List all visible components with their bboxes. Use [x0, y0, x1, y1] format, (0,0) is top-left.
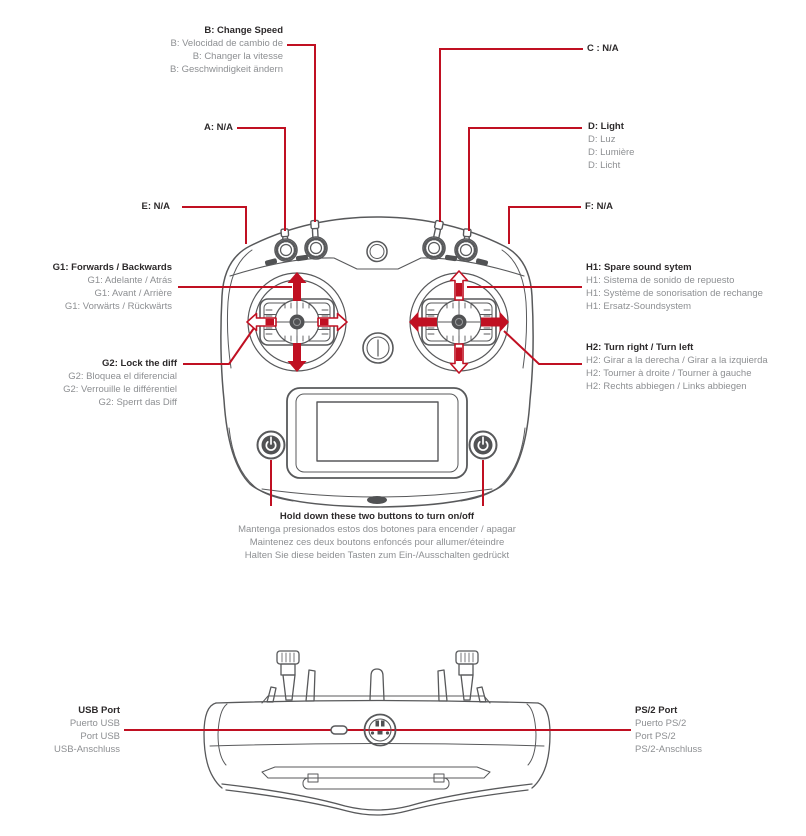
- callout-d-line: D: Licht: [588, 159, 621, 171]
- callout-ps2-line: PS/2-Anschluss: [635, 743, 703, 755]
- callout-f-title: F: N/A: [585, 201, 613, 212]
- callout-b-line: B: Geschwindigkeit ändern: [169, 63, 283, 75]
- callout-c-title: C : N/A: [587, 43, 619, 54]
- leader-line-f: [509, 207, 581, 244]
- panel-marks: [265, 255, 489, 266]
- stick-top-left: [277, 651, 299, 700]
- callout-h1-line: H1: Système de sonorisation de rechange: [586, 287, 763, 299]
- callout-g2: [63, 358, 177, 410]
- callout-h2-line: H2: Tourner à droite / Tourner à gauche: [586, 367, 752, 379]
- callout-g1: [53, 262, 172, 314]
- callout-h2: [586, 342, 768, 394]
- callout-e: [142, 201, 171, 214]
- switch-c-icon: [423, 220, 445, 259]
- callout-b-title: B: Change Speed: [204, 25, 283, 36]
- callout-g2-line: G2: Sperrt das Diff: [98, 396, 177, 408]
- callout-g1-line: G1: Vorwärts / Rückwärts: [64, 300, 172, 312]
- leader-line-c: [440, 49, 583, 222]
- callout-g1-line: G1: Adelante / Atrás: [87, 274, 172, 286]
- callout-ps2-line: Port PS/2: [635, 730, 676, 742]
- callout-f: [585, 201, 613, 214]
- callout-g2-line: G2: Verrouille le différentiel: [63, 383, 177, 395]
- callout-h2-line: H2: Girar a la derecha / Girar a la izquierda: [586, 354, 768, 366]
- callout-g2-title: G2: Lock the diff: [102, 358, 177, 369]
- battery-tray: [262, 767, 490, 789]
- callout-ps2-title: PS/2 Port: [635, 705, 678, 716]
- leader-line-b: [287, 45, 315, 222]
- callout-h1-title: H1: Spare sound sytem: [586, 262, 692, 273]
- callout-usb: [54, 705, 120, 757]
- callout-g1-line: G1: Avant / Arrière: [94, 287, 172, 299]
- callout-d-line: D: Luz: [588, 133, 616, 145]
- transmitter-front-view-illustration: [221, 217, 533, 507]
- lcd-screen: [287, 388, 467, 478]
- callout-h2-line: H2: Rechts abbiegen / Links abbiegen: [586, 380, 747, 392]
- callout-c: [587, 43, 619, 56]
- switch-lever-top-left-outer: [267, 687, 276, 702]
- callout-h1-line: H1: Ersatz-Soundsystem: [586, 300, 692, 312]
- callout-usb-line: Port USB: [80, 730, 120, 742]
- callout-h1-line: H1: Sistema de sonido de repuesto: [586, 274, 735, 286]
- callout-power-line: Halten Sie diese beiden Tasten zum Ein-/Ausschalten gedrückt: [244, 549, 510, 561]
- callout-power: [77, 511, 677, 563]
- callout-d: [588, 121, 634, 173]
- callout-a: [204, 122, 233, 135]
- callout-g1-title: G1: Forwards / Backwards: [52, 262, 172, 273]
- callout-b-line: B: Velocidad de cambio de: [170, 37, 283, 49]
- callout-e-title: E: N/A: [141, 201, 170, 212]
- callout-b: [170, 25, 283, 77]
- callout-d-line: D: Lumière: [588, 146, 635, 158]
- callout-d-title: D: Light: [588, 121, 624, 132]
- transmitter-top-view-illustration: [204, 651, 550, 815]
- callout-ps2: [635, 705, 702, 757]
- callout-power-title: Hold down these two buttons to turn on/off: [279, 511, 475, 522]
- callout-a-title: A: N/A: [203, 122, 233, 133]
- stick-top-right: [456, 651, 478, 700]
- callout-ps2-line: Puerto PS/2: [635, 717, 687, 729]
- callout-usb-line: USB-Anschluss: [54, 743, 120, 755]
- callout-g2-line: G2: Bloquea el diferencial: [68, 370, 177, 382]
- switch-b-icon: [305, 220, 327, 259]
- leader-line-a: [237, 128, 285, 231]
- power-button-right: [470, 432, 497, 459]
- leader-line-h2: [504, 331, 582, 364]
- switch-lever-top-right-outer: [477, 687, 486, 702]
- antenna-fin: [370, 669, 384, 700]
- speaker-icon: [367, 496, 387, 504]
- callout-usb-title: USB Port: [78, 705, 120, 716]
- power-button-left: [258, 432, 285, 459]
- leader-line-g2: [183, 328, 254, 364]
- callout-power-line: Maintenez ces deux boutons enfoncés pour allumer/éteindre: [249, 536, 505, 548]
- callout-usb-line: Puerto USB: [69, 717, 120, 729]
- leader-line-d: [469, 128, 582, 231]
- leader-line-e: [182, 207, 246, 244]
- callout-b-line: B: Changer la vitesse: [192, 50, 283, 62]
- callout-h2-title: H2: Turn right / Turn left: [586, 342, 694, 353]
- callout-h1: [586, 262, 763, 314]
- callout-power-line: Mantenga presionados estos dos botones para encender / apagar: [238, 523, 516, 535]
- center-knob-icon: [363, 333, 393, 363]
- usb-port-icon: [331, 726, 347, 734]
